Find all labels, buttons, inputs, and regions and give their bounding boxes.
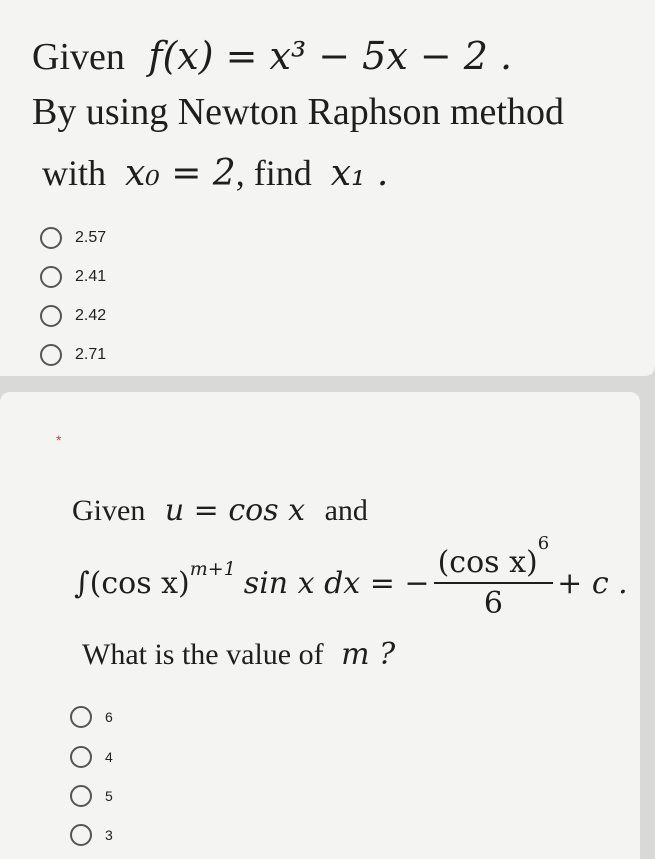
- integrand-rest: sin x dx = −: [243, 565, 430, 601]
- radio-button[interactable]: [40, 305, 62, 327]
- question-variable: m ?: [341, 637, 396, 672]
- radio-button[interactable]: [70, 706, 92, 728]
- question-1-given-line: [32, 34, 512, 79]
- required-marker: *: [56, 432, 62, 448]
- q2-option-4[interactable]: [70, 824, 113, 846]
- q2-option-1[interactable]: [70, 706, 113, 728]
- with-word: with: [42, 153, 107, 193]
- radio-button[interactable]: [70, 785, 92, 807]
- radio-button[interactable]: [40, 344, 62, 366]
- numerator-base: (cos x): [437, 545, 538, 580]
- q2-option-3-label: 5: [105, 788, 113, 804]
- integral-equation: ∫(cos x) $^{m+1}$ sin x dx = − $\frac{(\cos x)^6}{6}$ + c .: [74, 533, 628, 621]
- integration-constant: + c .: [557, 565, 628, 601]
- given-word: Given: [32, 36, 125, 78]
- result-fraction: [434, 533, 554, 621]
- question-2-given-line: [72, 493, 368, 528]
- fraction-denominator: 6: [483, 586, 503, 621]
- question-1-method-line: By using Newton Raphson method: [32, 91, 564, 133]
- q2-option-1-label: 6: [105, 709, 113, 725]
- q1-option-3[interactable]: [40, 305, 106, 327]
- q1-option-2[interactable]: [40, 266, 106, 288]
- numerator-exponent: 6: [537, 533, 550, 554]
- and-word: and: [324, 494, 368, 527]
- radio-button[interactable]: [40, 227, 62, 249]
- question-text: What is the value of: [82, 638, 324, 671]
- question-card-1: [0, 0, 655, 376]
- radio-button[interactable]: [70, 746, 92, 768]
- radio-button[interactable]: [70, 824, 92, 846]
- question-2-prompt: [82, 637, 395, 672]
- substitution-expression: u = cos x: [164, 493, 306, 528]
- find-text: , find: [235, 153, 312, 193]
- q1-option-2-label: 2.41: [75, 268, 107, 285]
- question-1-find-line: [42, 152, 388, 194]
- q1-option-1-label: 2.57: [75, 229, 107, 246]
- q1-option-1[interactable]: [40, 227, 106, 249]
- q2-option-3[interactable]: [70, 785, 113, 807]
- target-variable: x₁ .: [330, 153, 389, 194]
- initial-value: x₀ = 2: [125, 153, 236, 194]
- q1-option-4-label: 2.71: [75, 346, 107, 363]
- q2-option-2-label: 4: [105, 749, 113, 765]
- integral-lhs: ∫(cos x): [74, 565, 190, 601]
- q2-option-4-label: 3: [105, 827, 113, 843]
- q1-option-3-label: 2.42: [75, 307, 107, 324]
- q2-option-2[interactable]: [70, 746, 113, 768]
- question-card-2: [0, 392, 640, 859]
- function-expression: f(x) = x³ − 5x − 2 .: [148, 34, 513, 78]
- fraction-numerator: [434, 533, 554, 584]
- q1-option-4[interactable]: [40, 344, 106, 366]
- given-word: Given: [72, 494, 146, 527]
- radio-button[interactable]: [40, 266, 62, 288]
